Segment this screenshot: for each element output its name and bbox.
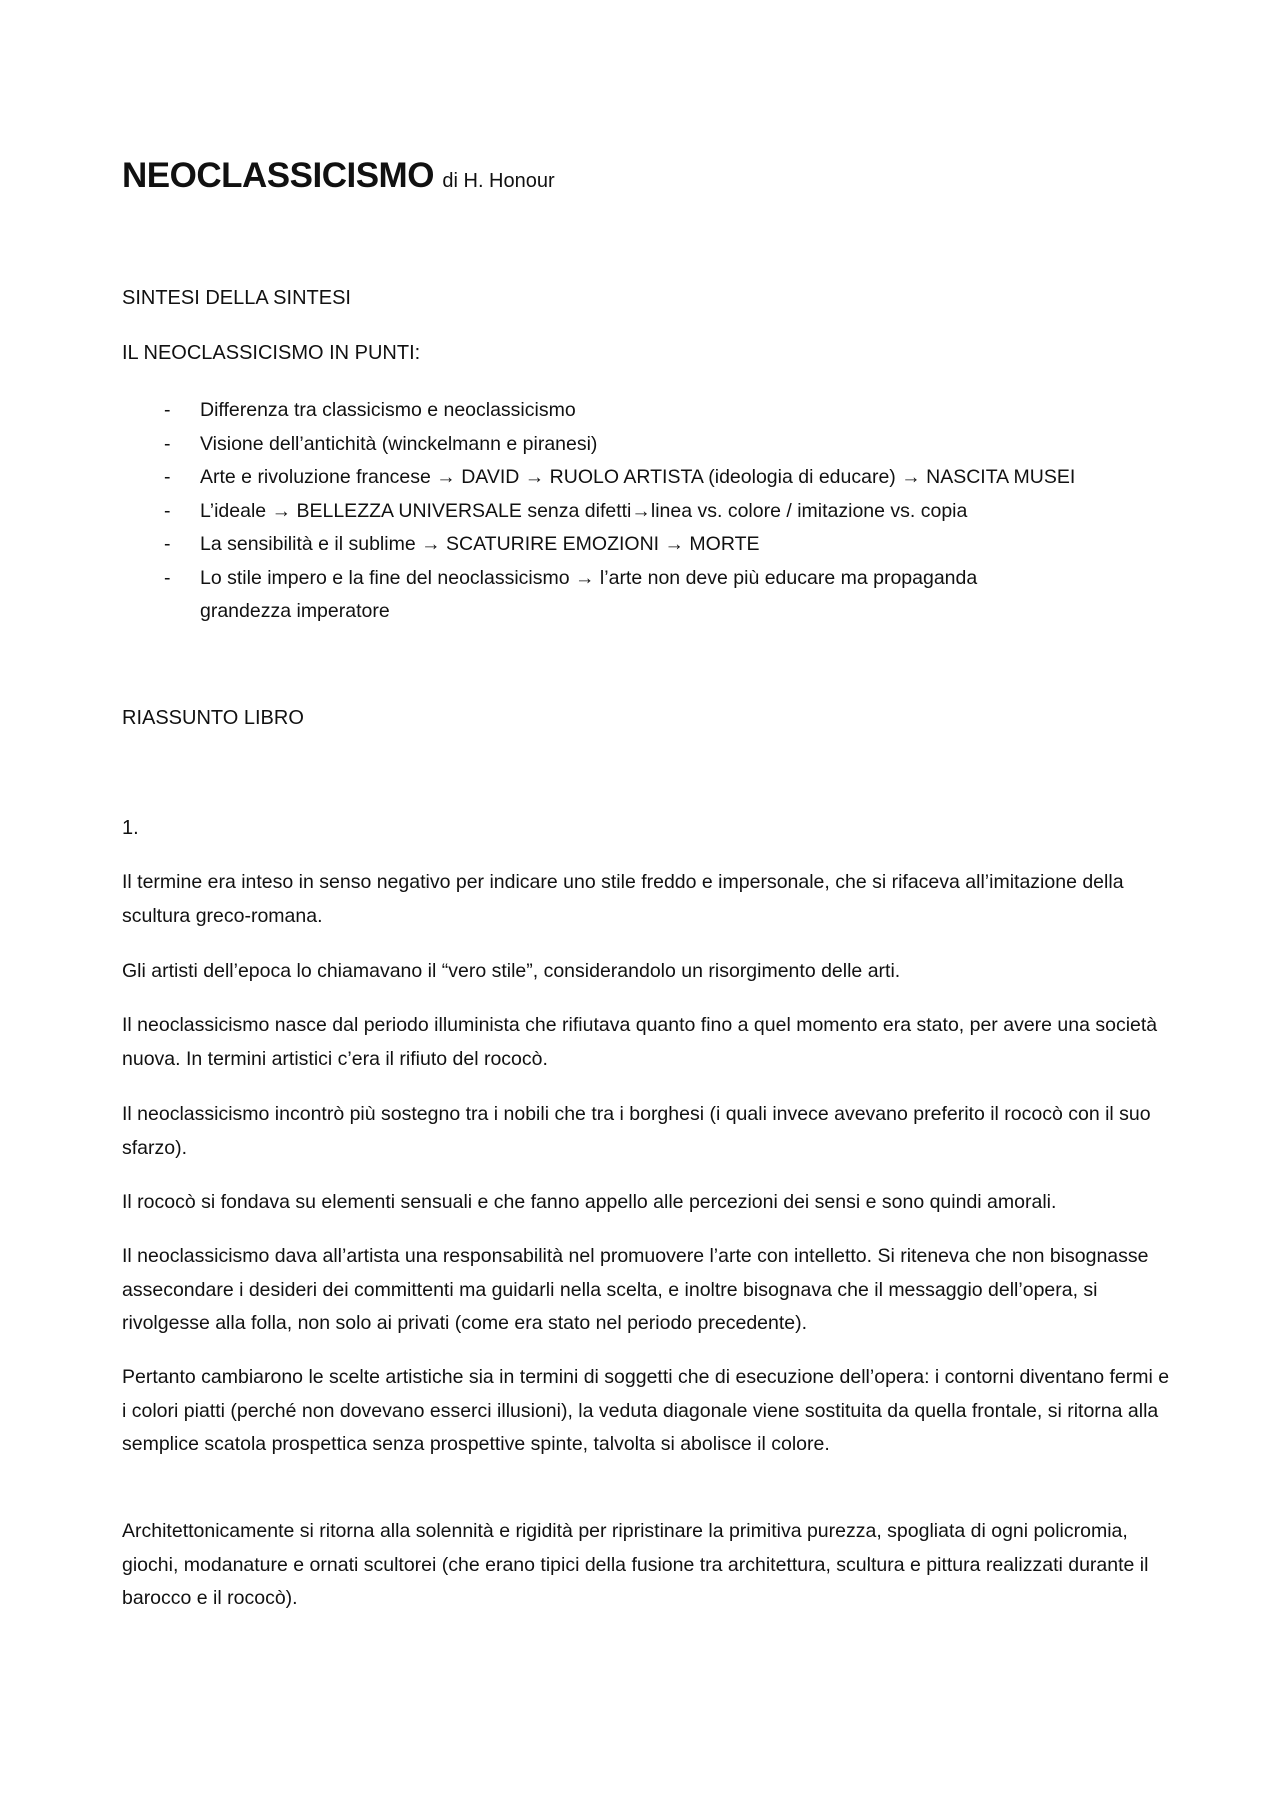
list-item-text: Visione dell’antichità (winckelmann e piranesi) bbox=[200, 432, 598, 455]
paragraph: Il rococò si fondava su elementi sensuali e che fanno appello alle percezioni dei sensi e sono quindi amorali. bbox=[122, 1191, 1057, 1213]
list-item bbox=[122, 394, 1182, 428]
heading-sintesi: SINTESI DELLA SINTESI bbox=[122, 287, 351, 309]
bullet-marker: - bbox=[164, 499, 171, 522]
list-item bbox=[122, 562, 1182, 629]
list-item bbox=[122, 528, 1182, 562]
paragraph: Il neoclassicismo nasce dal periodo illuminista che rifiutava quanto fino a quel momento era stato, per avere una società nuova. In termini artistici c’era il rifiuto del rococò. bbox=[122, 1014, 1158, 1070]
document-title bbox=[122, 156, 555, 196]
heading-riassunto: RIASSUNTO LIBRO bbox=[122, 707, 304, 729]
list-item bbox=[122, 461, 1182, 495]
list-item bbox=[122, 428, 1182, 462]
list-item-text: L’ideale → BELLEZZA UNIVERSALE senza difetti→linea vs. colore / imitazione vs. copia bbox=[200, 499, 968, 522]
paragraph: Il neoclassicismo incontrò più sostegno tra i nobili che tra i borghesi (i quali invece avevano preferito il rococò con il suo sfarzo). bbox=[122, 1103, 1151, 1159]
title-author: di H. Honour bbox=[442, 170, 555, 192]
bullet-marker: - bbox=[164, 399, 171, 421]
paragraph: Gli artisti dell’epoca lo chiamavano il “vero stile”, considerandolo un risorgimento delle arti. bbox=[122, 960, 901, 982]
list-item-text: Lo stile impero e la fine del neoclassicismo → l’arte non deve più educare ma propaganda grandezza imperatore bbox=[200, 566, 978, 622]
list-item bbox=[122, 495, 1182, 529]
paragraph: Il neoclassicismo dava all’artista una responsabilità nel promuovere l’arte con intelletto. Si riteneva che non bisognasse assecondare i desideri dei committenti ma guidarli nella scelta, e inoltre bisognava che il messaggio dell’opera, si rivolgesse alla folla, non solo ai privati (come era stato nel periodo precedente). bbox=[122, 1245, 1149, 1334]
list-item-text: La sensibilità e il sublime → SCATURIRE EMOZIONI → MORTE bbox=[200, 533, 760, 555]
paragraph: Architettonicamente si ritorna alla solennità e rigidità per ripristinare la primitiva purezza, spogliata di ogni policromia, giochi, modanature e ornati scultorei (che erano tipici della fusione tra architettura, scultura e pittura realizzati durante il barocco e il rococò). bbox=[122, 1520, 1149, 1609]
list-item-text: Differenza tra classicismo e neoclassicismo bbox=[200, 399, 576, 421]
paragraph: Pertanto cambiarono le scelte artistiche sia in termini di soggetti che di esecuzione dell’opera: i contorni diventano fermi e i colori piatti (perché non dovevano esserci illusioni), la veduta diagonale viene sostituita da quella frontale, si ritorna alla semplice scatola prospettica senza prospettive spinte, talvolta si abolisce il colore. bbox=[122, 1366, 1170, 1455]
bullet-marker: - bbox=[164, 566, 171, 589]
bullet-marker: - bbox=[164, 466, 171, 488]
heading-punti: IL NEOCLASSICISMO IN PUNTI: bbox=[122, 342, 421, 364]
bullet-marker: - bbox=[164, 533, 171, 555]
list-item-text: Arte e rivoluzione francese → DAVID → RUOLO ARTISTA (ideologia di educare) → NASCITA MUSEI bbox=[200, 466, 1076, 488]
paragraph: Il termine era inteso in senso negativo per indicare uno stile freddo e impersonale, che si rifaceva all’imitazione della scultura greco-romana. bbox=[122, 871, 1124, 927]
chapter-number: 1. bbox=[122, 817, 139, 839]
title-main: NEOCLASSICISMO bbox=[122, 156, 434, 195]
bullet-marker: - bbox=[164, 432, 171, 455]
bullet-list bbox=[122, 394, 1182, 629]
